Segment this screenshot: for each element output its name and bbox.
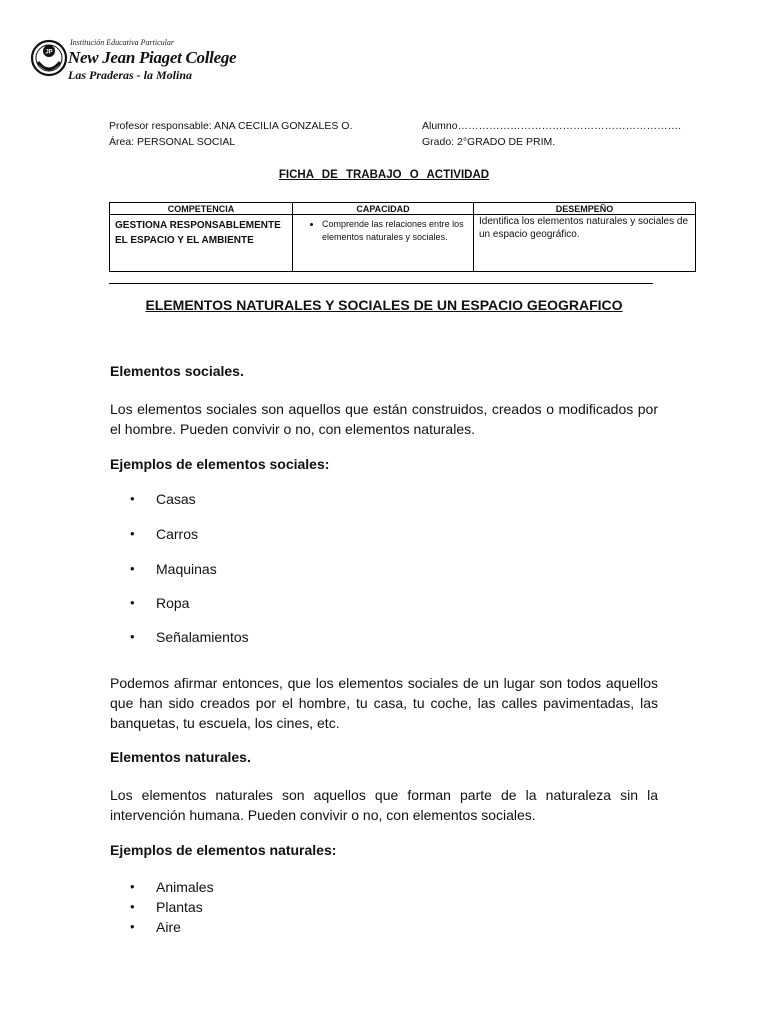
- cell-desempeno: Identifica los elementos naturales y sociales de un espacio geográfico.: [474, 215, 696, 272]
- logo-location: Las Praderas - la Molina: [68, 68, 193, 82]
- header-desempeno: DESEMPEÑO: [474, 203, 696, 215]
- naturales-examples-heading: Ejemplos de elementos naturales:: [110, 842, 337, 858]
- naturales-paragraph: Los elementos naturales son aquellos que forman parte de la naturaleza sin la intervención humana. Pueden convivir o no, con elementos sociales.: [110, 787, 658, 823]
- list-item: • Maquinas: [110, 561, 249, 577]
- emblem-text: JP: [45, 49, 53, 56]
- ficha-title: FICHA DE TRABAJO O ACTIVIDAD: [278, 169, 490, 181]
- school-logo: [30, 36, 237, 88]
- header-competencia: COMPETENCIA: [110, 203, 293, 215]
- alumno-field: Alumno……………………………………………………….: [422, 120, 682, 132]
- competency-table: [109, 202, 696, 272]
- sociales-paragraph: Los elementos sociales son aquellos que están construidos, creados o modificados por el hombre. Pueden convivir o no, con elementos naturales.: [110, 401, 658, 437]
- list-item: • Ropa: [110, 595, 249, 611]
- school-emblem-icon: [30, 36, 68, 82]
- list-item: • Señalamientos: [110, 629, 249, 645]
- sociales-heading: Elementos sociales.: [110, 363, 244, 379]
- area-label: Área: PERSONAL SOCIAL: [109, 136, 236, 148]
- sociales-examples-heading: Ejemplos de elementos sociales:: [110, 456, 330, 472]
- sociales-examples-list: [110, 491, 249, 645]
- capacidad-item: • Comprende las relaciones entre los elementos naturales y sociales.: [322, 218, 468, 244]
- naturales-examples-list: [110, 877, 214, 937]
- list-item: • Casas: [110, 491, 249, 507]
- sociales-conclusion: Podemos afirmar entonces, que los elementos sociales de un lugar son todos aquellos que han sido creados por el hombre, tu casa, tu coche, las calles pavimentadas, las banquetas, tu escuela, los cines, etc.: [110, 675, 658, 731]
- main-title: ELEMENTOS NATURALES Y SOCIALES DE UN ESPACIO GEOGRAFICO: [145, 297, 623, 313]
- grado-label: Grado: 2°GRADO DE PRIM.: [422, 136, 556, 148]
- list-item: • Carros: [110, 526, 249, 542]
- separator-line: [109, 283, 653, 284]
- list-item: • Animales: [110, 877, 214, 897]
- list-item: • Plantas: [110, 897, 214, 917]
- profesor-label: Profesor responsable: ANA CECILIA GONZALES O.: [109, 120, 353, 132]
- list-item: • Aire: [110, 917, 214, 937]
- logo-subtitle: Institución Educativa Particular: [70, 38, 174, 47]
- logo-school-name: New Jean Piaget College: [68, 48, 237, 67]
- header-capacidad: CAPACIDAD: [293, 203, 474, 215]
- cell-competencia: GESTIONA RESPONSABLEMENTE EL ESPACIO Y EL AMBIENTE: [110, 215, 293, 272]
- cell-capacidad: [293, 215, 474, 272]
- naturales-heading: Elementos naturales.: [110, 749, 251, 765]
